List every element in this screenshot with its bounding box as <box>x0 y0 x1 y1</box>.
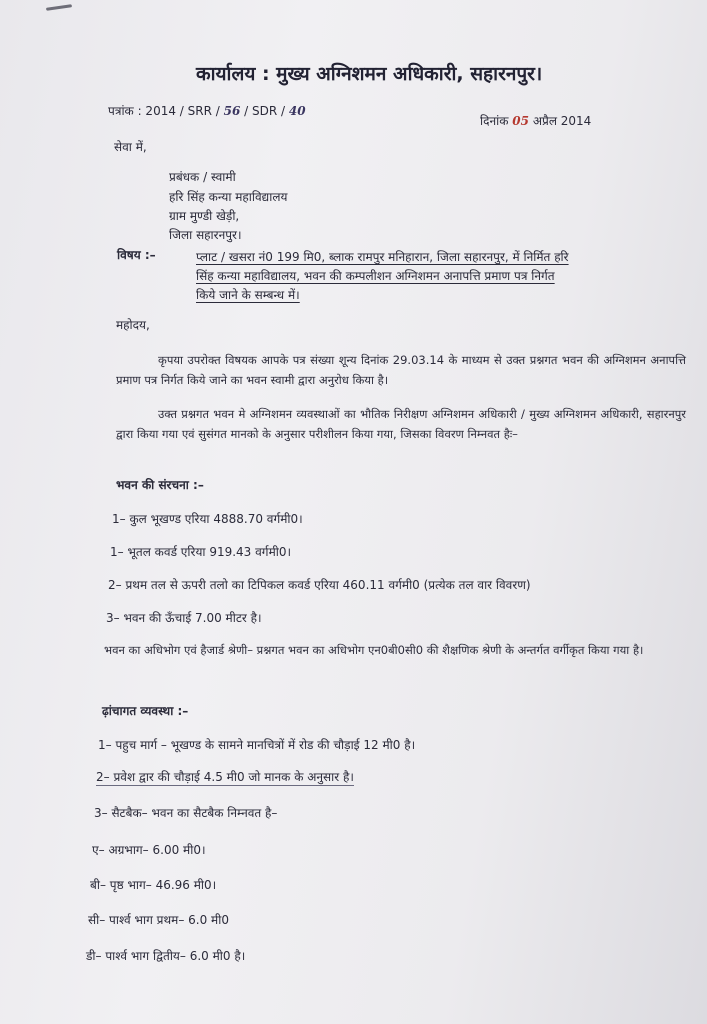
addressee-line: हरि सिंह कन्या महाविद्यालय <box>169 190 288 204</box>
date-label: दिनांक <box>480 114 509 128</box>
office-title: कार्यालय : मुख्य अग्निशमन अधिकारी, सहारनपुर। <box>196 63 543 85</box>
greeting: महोदय, <box>116 318 150 332</box>
setback-item: बी– पृष्ठ भाग– 46.96 मी0। <box>90 878 217 892</box>
setback-item: सी– पार्श्व भाग प्रथम– 6.0 मी0 <box>88 913 229 927</box>
date-rest: अप्रैल 2014 <box>532 114 592 128</box>
ref-mid: / SDR / <box>244 104 286 118</box>
ink-speck <box>46 4 72 11</box>
paragraph-2: उक्त प्रश्नगत भवन मे अग्निशमन व्यवस्थाओं का भौतिक निरीक्षण अग्निशमन अधिकारी / मुख्य अग्निशमन अधिकारी, सहारनपुर द्वारा किया गया एवं सुसंगत मानको के अनुसार परीशीलन किया गया, जिसका विवरण निम्नवत हैः– <box>116 407 686 441</box>
subject-label: विषय :– <box>117 248 156 262</box>
ref-handwritten-2: 40 <box>288 104 306 118</box>
subject-text <box>196 248 686 305</box>
structure-heading: भवन की संरचना :– <box>116 478 204 492</box>
setback-item: डी– पार्श्व भाग द्वितीय– 6.0 मी0 है। <box>86 949 246 963</box>
structure-item: 3– भवन की ऊँचाई 7.00 मीटर है। <box>106 611 262 625</box>
structure-item: 1– भूतल कवर्ड एरिया 919.43 वर्गमी0। <box>110 545 292 559</box>
infrastructure-item: 1– पहुच मार्ग – भूखण्ड के सामने मानचित्रों में रोड की चौड़ाई 12 मी0 है। <box>98 738 416 752</box>
seva-mein: सेवा में, <box>114 140 147 154</box>
infrastructure-item: 2– प्रवेश द्वार की चौड़ाई 4.5 मी0 जो मानक के अनुसार है। <box>96 770 354 784</box>
letter-date <box>480 114 591 128</box>
addressee-line: जिला सहारनपुर। <box>169 228 242 242</box>
subject-line-2: सिंह कन्या महाविद्यालय, भवन की कम्पलीशन अग्निशमन अनापत्ति प्रमाण पत्र निर्गत <box>196 269 555 283</box>
subject-line-1: प्लाट / खसरा नं0 199 मि0, ब्लाक रामपुर मनिहारान, जिला सहारनपुर, में निर्मित हरि <box>196 250 569 264</box>
subject-line-3: किये जाने के सम्बन्ध में। <box>196 288 300 302</box>
date-handwritten-day: 05 <box>512 114 529 128</box>
addressee-line: ग्राम मुण्डी खेड़ी, <box>169 209 240 223</box>
reference-number <box>108 104 306 118</box>
addressee-line: प्रबंधक / स्वामी <box>169 170 236 184</box>
infrastructure-heading: ढ़ांचागत व्यवस्था :– <box>102 704 189 718</box>
structure-item: 2– प्रथम तल से ऊपरी तलो का टिपिकल कवर्ड एरिया 460.11 वर्गमी0 (प्रत्येक तल वार विवरण) <box>108 578 531 592</box>
structure-item: 1– कुल भूखण्ड एरिया 4888.70 वर्गमी0। <box>112 512 303 526</box>
ref-handwritten-1: 56 <box>223 104 241 118</box>
infrastructure-item: 3– सैटबैक– भवन का सैटबैक निम्नवत है– <box>94 806 278 820</box>
occupancy-paragraph: भवन का अधिभोग एवं हैजार्ड श्रेणी– प्रश्नगत भवन का अधिभोग एन0बी0सी0 की शैक्षणिक श्रेणी के अन्तर्गत वर्गीकृत किया गया है। <box>104 643 644 657</box>
paragraph-1: कृपया उपरोक्त विषयक आपके पत्र संख्या शून्य दिनांक 29.03.14 के माध्यम से उक्त प्रश्नगत भवन की अग्निशमन अनापत्ति प्रमाण पत्र निर्गत किये जाने का भवन स्वामी द्वारा अनुरोध किया है। <box>116 353 686 387</box>
setback-item: ए– अग्रभाग– 6.00 मी0। <box>92 843 206 857</box>
ref-label: पत्रांक : 2014 / SRR / <box>108 104 220 118</box>
